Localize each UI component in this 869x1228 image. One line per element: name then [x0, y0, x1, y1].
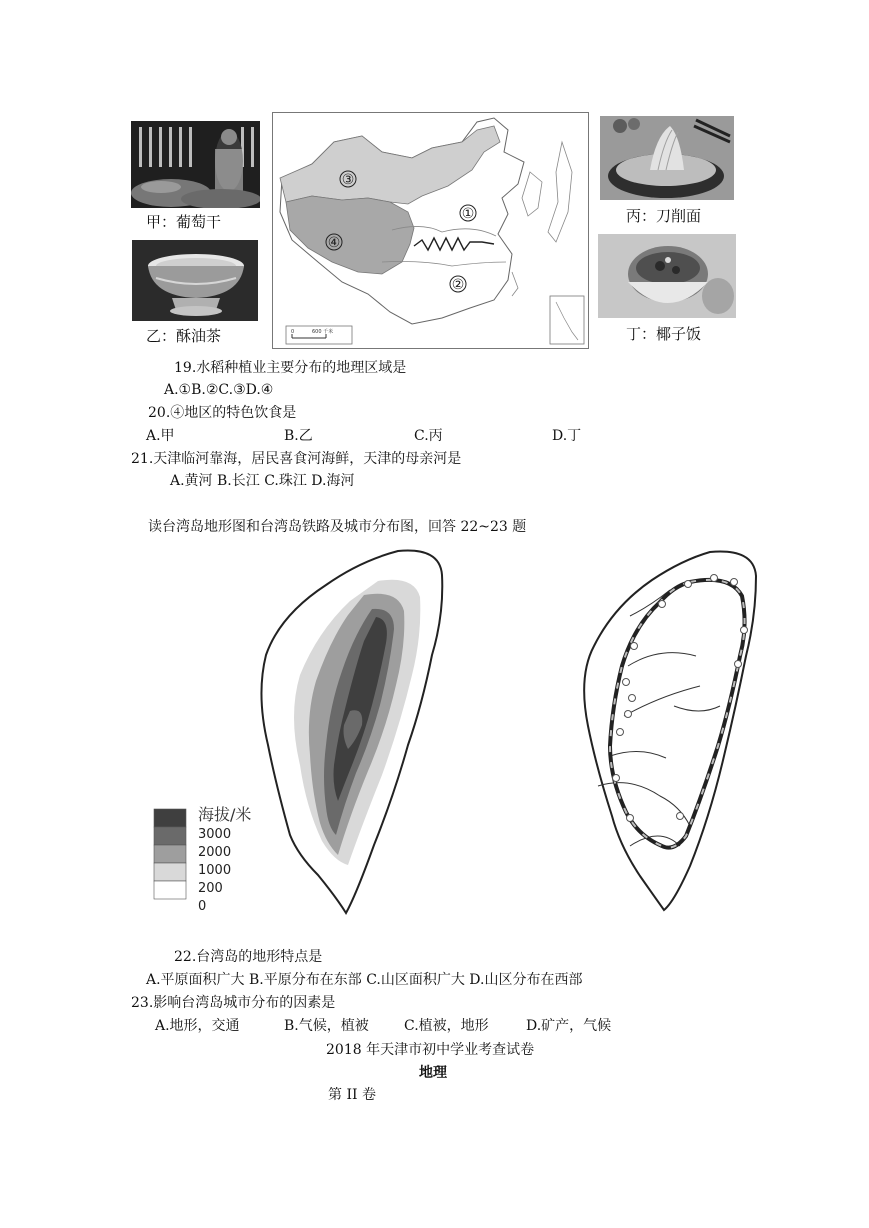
taiwan-terrain-map: [150, 545, 460, 917]
q20-option-b: B.乙: [284, 428, 313, 444]
terrain-legend-0: 0: [198, 899, 207, 914]
q23-option-b: B.气候，植被: [284, 1018, 369, 1034]
q20-option-d: D.丁: [552, 428, 582, 444]
region-3-label: ③: [341, 172, 355, 188]
q22-stem: 22.台湾岛的地形特点是: [174, 949, 323, 965]
subject-title: 地理: [419, 1065, 447, 1081]
q19-stem: 19.水稻种植业主要分布的地理区域是: [174, 360, 407, 376]
raisin-photo: [131, 121, 260, 208]
raisin-caption: 甲：葡萄干: [146, 213, 222, 231]
intro-22-23: 读台湾岛地形图和台湾岛铁路及城市分布图，回答 22~23 题: [148, 519, 527, 535]
terrain-legend-3000: 3000: [198, 827, 232, 842]
region-1-label: ①: [461, 206, 475, 222]
knife-noodles-caption: 丙：刀削面: [626, 207, 702, 225]
region-2-label: ②: [451, 277, 465, 293]
taiwan-railway-map: [570, 546, 765, 914]
q23-stem: 23.影响台湾岛城市分布的因素是: [131, 995, 336, 1011]
butter-tea-caption: 乙：酥油茶: [146, 327, 222, 345]
volume-label: 第 II 卷: [328, 1087, 376, 1103]
terrain-legend-2000: 2000: [198, 845, 232, 860]
exam-title: 2018 年天津市初中学业考查试卷: [326, 1042, 535, 1058]
knife-noodles-photo: [600, 116, 734, 200]
q19-options: A.①B.②C.③D.④: [164, 382, 274, 398]
scale-value-label: 600 千米: [312, 329, 334, 335]
region-4-label: ④: [327, 235, 341, 251]
terrain-legend-1000: 1000: [198, 863, 232, 878]
coconut-rice-caption: 丁：椰子饭: [626, 325, 702, 343]
terrain-legend-200: 200: [198, 881, 223, 896]
butter-tea-photo: [132, 240, 258, 321]
q20-option-c: C.丙: [414, 428, 443, 444]
q20-option-a: A.甲: [146, 428, 175, 444]
q22-options: A.平原面积广大 B.平原分布在东部 C.山区面积广大 D.山区分布在西部: [146, 972, 583, 988]
q23-option-c: C.植被，地形: [404, 1018, 489, 1034]
q21-stem: 21.天津临河靠海，居民喜食河海鲜，天津的母亲河是: [131, 451, 462, 467]
q23-option-d: D.矿产，气候: [526, 1018, 612, 1034]
q20-stem: 20.④地区的特色饮食是: [148, 405, 297, 421]
coconut-rice-photo: [598, 234, 736, 318]
q21-options: A.黄河 B.长江 C.珠江 D.海河: [170, 473, 355, 489]
q23-option-a: A.地形，交通: [155, 1018, 240, 1034]
china-region-map: [272, 112, 589, 349]
terrain-legend-title: 海拔/米: [198, 805, 252, 824]
scale-zero-label: 0: [291, 329, 295, 335]
